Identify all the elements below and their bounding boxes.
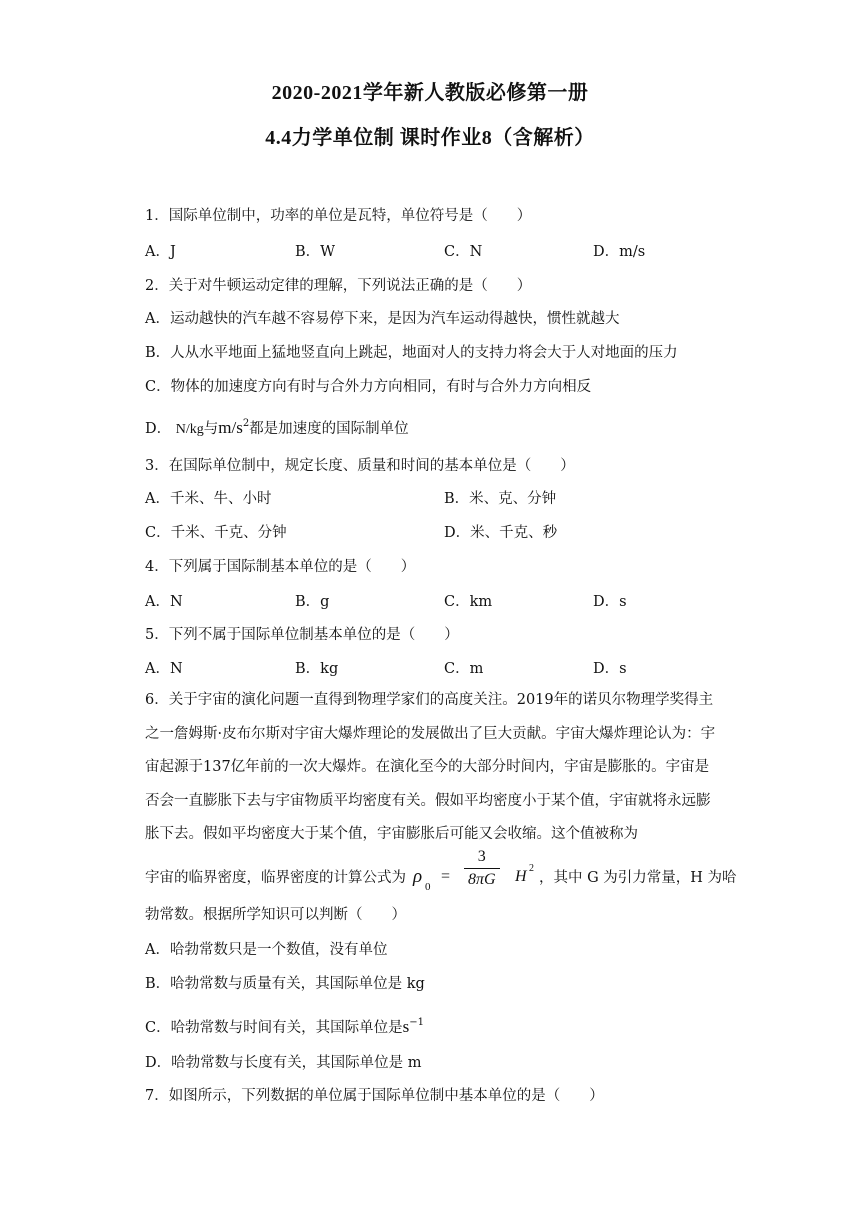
formula-lead-text: 宇宙的临界密度，临界密度的计算公式为	[145, 870, 406, 886]
question-1-option-b: B．W	[295, 244, 336, 260]
question-5-option-c: C．m	[444, 661, 484, 677]
question-3-stem: 3．在国际单位制中，规定长度、质量和时间的基本单位是（ ）	[145, 458, 575, 474]
formula-equals: =	[441, 868, 451, 885]
question-6-stem-end: 勃常数。根据所学知识可以判断（ ）	[145, 907, 406, 923]
question-6-option-d: D．哈勃常数与长度有关，其国际单位是 m	[145, 1055, 422, 1071]
question-7-stem: 7．如图所示，下列数据的单位属于国际单位制中基本单位的是（ ）	[145, 1088, 604, 1104]
option-d-prefix: D．	[145, 421, 172, 437]
question-4-option-b: B．g	[295, 594, 330, 610]
question-5-option-a: A．N	[145, 661, 183, 677]
unit-s: s	[402, 1017, 410, 1036]
question-1-option-d: D．m/s	[593, 244, 646, 260]
question-6-option-a: A．哈勃常数只是一个数值，没有单位	[145, 942, 388, 958]
question-1-stem: 1．国际单位制中，功率的单位是瓦特，单位符号是（ ）	[145, 208, 532, 224]
question-4-stem: 4．下列属于国际制基本单位的是（ ）	[145, 559, 416, 575]
formula-rho: ρ	[413, 866, 423, 887]
question-6-formula-line	[145, 848, 737, 908]
question-6-stem: 6．关于宇宙的演化问题一直得到物理学家们的高度关注。2019年的诺贝尔物理学奖得主之一詹姆斯·皮布尔斯对宇宙大爆炸理论的发展做出了巨大贡献。宇宙大爆炸理论认为：宇宙起源于137亿年前的一次大爆炸。在演化至今的大部分时间内，宇宙是膨胀的。宇宙是否会一直膨胀下去与宇宙物质平均密度有关。假如平均密度小于某个值，宇宙就将永远膨胀下去。假如平均密度大于某个值，宇宙膨胀后可能又会收缩。这个值被称为	[145, 692, 716, 842]
unit-s-exponent: −1	[409, 1017, 424, 1028]
formula-fraction	[464, 846, 500, 891]
formula-rho-subscript: 0	[425, 881, 431, 893]
question-2-option-d	[145, 414, 735, 440]
question-2-option-b: B．人从水平地面上猛地竖直向上跳起，地面对人的支持力将会大于人对地面的压力	[145, 345, 678, 361]
question-4-option-a: A．N	[145, 594, 183, 610]
question-3-option-b: B．米、克、分钟	[444, 491, 557, 507]
option-d-suffix: 都是加速度的国际制单位	[249, 421, 409, 437]
question-2-stem: 2．关于对牛顿运动定律的理解，下列说法正确的是（ ）	[145, 278, 532, 294]
question-5-option-d: D．s	[593, 661, 627, 677]
formula-h-exponent: 2	[529, 863, 534, 874]
question-3-option-a: A．千米、牛、小时	[145, 491, 272, 507]
question-6-option-b: B．哈勃常数与质量有关，其国际单位是 kg	[145, 976, 425, 992]
formula-tail-text: ，其中 G 为引力常量，H 为哈	[539, 870, 737, 886]
unit-n-per-kg: N/kg	[175, 422, 204, 437]
question-6-option-c	[145, 1013, 735, 1038]
question-2-option-a: A．运动越快的汽车越不容易停下来，是因为汽车运动得越快，惯性就越大	[145, 311, 620, 327]
formula-denominator: 8πG	[468, 871, 496, 888]
document-title-line1: 2020-2021学年新人教版必修第一册	[271, 82, 589, 104]
question-5-option-b: B．kg	[295, 661, 339, 677]
option-d-mid: 与	[203, 421, 219, 437]
question-5-stem: 5．下列不属于国际单位制基本单位的是（ ）	[145, 627, 459, 643]
formula-numerator: 3	[464, 846, 500, 869]
question-3-option-c: C．千米、千克、分钟	[145, 525, 287, 541]
question-2-option-c: C．物体的加速度方向有时与合外力方向相同，有时与合外力方向相反	[145, 379, 592, 395]
question-1-option-c: C．N	[444, 244, 483, 260]
question-1-option-a: A．J	[145, 244, 176, 260]
question-4-option-c: C．km	[444, 594, 493, 610]
unit-exponent: 2	[242, 418, 250, 429]
question-4-option-d: D．s	[593, 594, 627, 610]
option-c-text: C．哈勃常数与时间有关，其国际单位是	[145, 1020, 403, 1036]
unit-m-per-s: m/s	[218, 418, 243, 437]
document-title-line2: 4.4力学单位制 课时作业8（含解析）	[265, 127, 595, 149]
formula-h: H	[515, 868, 527, 885]
question-3-option-d: D．米、千克、秒	[444, 525, 558, 541]
